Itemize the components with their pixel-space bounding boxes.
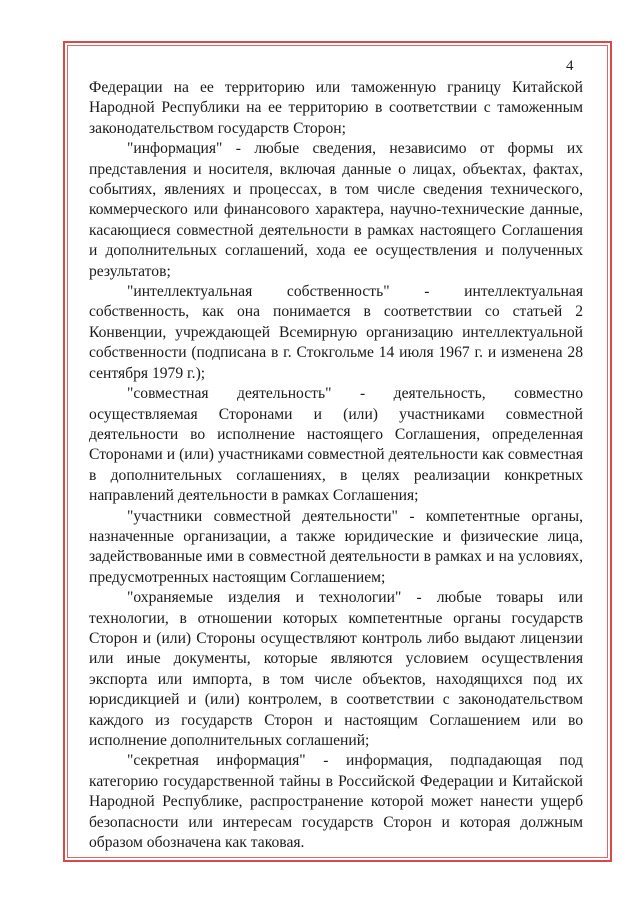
paragraph-definition-protected-items: "охраняемые изделия и технологии" - любые товары или технологии, в отношении которых компетентные органы государств Сторон и (или) Стороны осуществляют контроль либо выдают лицензии или иные документы, которые являются условием осуществления экспорта или импорта, в том числе объектов, находящихся под их юрисдикцией и (или) контролем, в соответствии с законодательством каждого из государств Сторон и настоящим Соглашением или во исполнение дополнительных соглашений;	[89, 589, 583, 749]
document-body	[89, 78, 583, 853]
paragraph-continuation: Федерации на ее территорию или таможенную границу Китайской Народной Республики на ее территорию в соответствии с таможенным законодательством государств Сторон;	[89, 79, 583, 137]
paragraph-definition-secret-information: "секретная информация" - информация, подпадающая под категорию государственной тайны в Российской Федерации и Китайской Народной Республике, распространение которой может нанести ущерб безопасности или интересам государств Сторон и которая должным образом обозначена как таковая.	[89, 752, 583, 852]
paragraph-definition-joint-activity: "совместная деятельность" - деятельность, совместно осуществляемая Сторонами и (или) участниками совместной деятельности во исполнение настоящего Соглашения, определенная Сторонами и (или) участниками совместной деятельности как совместная в дополнительных соглашениях, в целях реализации конкретных направлений деятельности в рамках Соглашения;	[89, 385, 583, 505]
page-number: 4	[566, 58, 574, 74]
paragraph-definition-participants: "участники совместной деятельности" - компетентные органы, назначенные организации, а также юридические и физические лица, задействованные ими в совместной деятельности в рамках и на условиях, предусмотренных настоящим Соглашением;	[89, 507, 583, 586]
paragraph-definition-information: "информация" - любые сведения, независимо от формы их представления и носителя, включая данные о лицах, объектах, фактах, событиях, явлениях и процессах, в том числе сведения технического, коммерческого или финансового характера, научно-технические данные, касающиеся совместной деятельности в рамках настоящего Соглашения и дополнительных соглашений, хода ее осуществления и полученных результатов;	[89, 140, 583, 280]
paragraph-definition-intellectual-property: "интеллектуальная собственность" - интеллектуальная собственность, как она понимается в соответствии со статьей 2 Конвенции, учреждающей Всемирную организацию интеллектуальной собственности (подписана в г. Стокгольме 14 июля 1967 г. и изменена 28 сентября 1979 г.);	[89, 283, 583, 382]
